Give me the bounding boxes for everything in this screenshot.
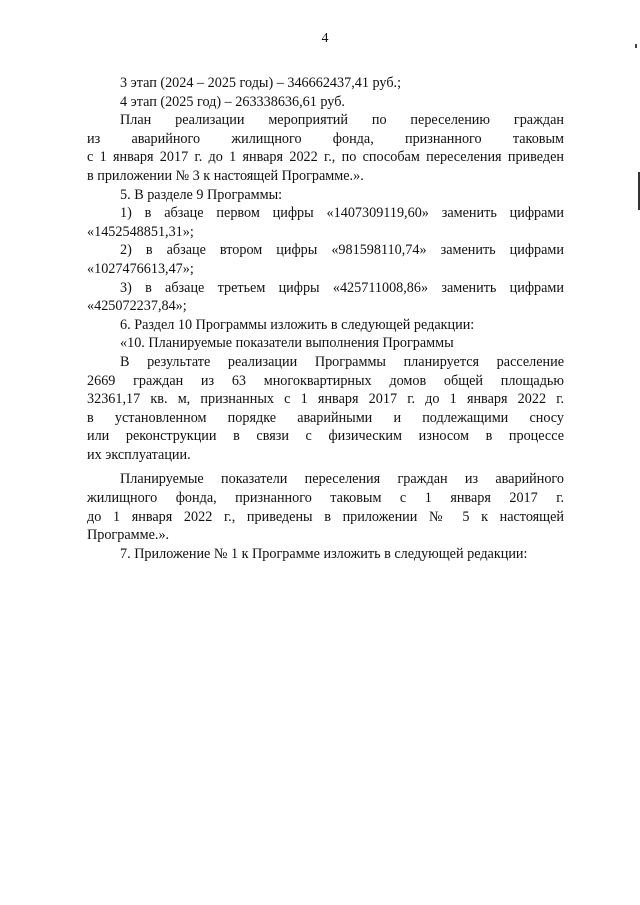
text-line: в приложении № 3 к настоящей Программе.». <box>87 167 364 184</box>
text-line: «1452548851,31»; <box>87 223 194 240</box>
paragraph-indicators <box>87 470 564 489</box>
text-line: «425072237,84»; <box>87 298 187 315</box>
page-number: 4 <box>321 31 329 46</box>
paragraph-item5-3-continued <box>87 297 564 316</box>
text-line: 2) в абзаце втором цифры «981598110,74» заменить цифрами <box>120 242 564 259</box>
scan-edge-mark <box>635 44 637 48</box>
paragraph-item5-2-continued <box>87 260 564 279</box>
paragraph-item5-1-continued <box>87 223 564 242</box>
paragraph-result-continued <box>87 372 564 465</box>
text-line: 2669 граждан из 63 многоквартирных домов общей площадью <box>87 372 564 389</box>
text-line: 1) в абзаце первом цифры «1407309119,60» заменить цифрами <box>120 205 564 222</box>
text-line: с 1 января 2017 г. до 1 января 2022 г., по способам переселения приведен <box>87 149 564 166</box>
paragraph-stage3 <box>87 74 564 93</box>
paragraph-item5 <box>87 186 564 205</box>
paragraph-item5-3 <box>87 279 564 298</box>
text-line: 3) в абзаце третьем цифры «425711008,86» заменить цифрами <box>120 279 564 296</box>
paragraph-item6 <box>87 316 564 335</box>
document-body <box>87 74 564 563</box>
text-line: 4 этап (2025 год) – 263338636,61 руб. <box>120 93 345 110</box>
text-line: 3 этап (2024 – 2025 годы) – 346662437,41 руб.; <box>120 75 402 91</box>
paragraph-result <box>87 353 564 372</box>
paragraph-item5-2 <box>87 241 564 260</box>
paragraph-plan-continued <box>87 130 564 186</box>
text-line: их эксплуатации. <box>87 446 191 463</box>
text-line: «1027476613,47»; <box>87 260 194 277</box>
text-line: в установленном порядке аварийными и подлежащими сносу <box>87 409 564 426</box>
paragraph-item5-1 <box>87 204 564 223</box>
text-line: жилищного фонда, признанного таковым с 1 января 2017 г. <box>87 490 564 507</box>
paragraph-item7 <box>87 545 564 564</box>
text-line: из аварийного жилищного фонда, признанного таковым <box>87 130 564 147</box>
text-line: В результате реализации Программы планируется расселение <box>120 353 564 370</box>
text-line: 7. Приложение № 1 к Программе изложить в следующей редакции: <box>120 545 528 562</box>
text-line: План реализации мероприятий по переселению граждан <box>120 112 564 129</box>
paragraph-stage4 <box>87 93 564 112</box>
text-line: «10. Планируемые показатели выполнения Программы <box>120 335 454 352</box>
paragraph-plan <box>87 111 564 130</box>
text-line: Программе.». <box>87 527 170 544</box>
text-line: 6. Раздел 10 Программы изложить в следующей редакции: <box>120 316 475 333</box>
text-line: 5. В разделе 9 Программы: <box>120 186 283 203</box>
text-line: 32361,17 кв. м, признанных с 1 января 2017 г. до 1 января 2022 г. <box>87 391 564 408</box>
text-line: или реконструкции в связи с физическим износом в процессе <box>87 428 564 445</box>
text-line: Планируемые показатели переселения граждан из аварийного <box>120 471 564 488</box>
text-line: до 1 января 2022 г., приведены в приложении № 5 к настоящей <box>87 508 564 525</box>
paragraph-indicators-continued <box>87 489 564 545</box>
section10-title <box>87 334 564 353</box>
